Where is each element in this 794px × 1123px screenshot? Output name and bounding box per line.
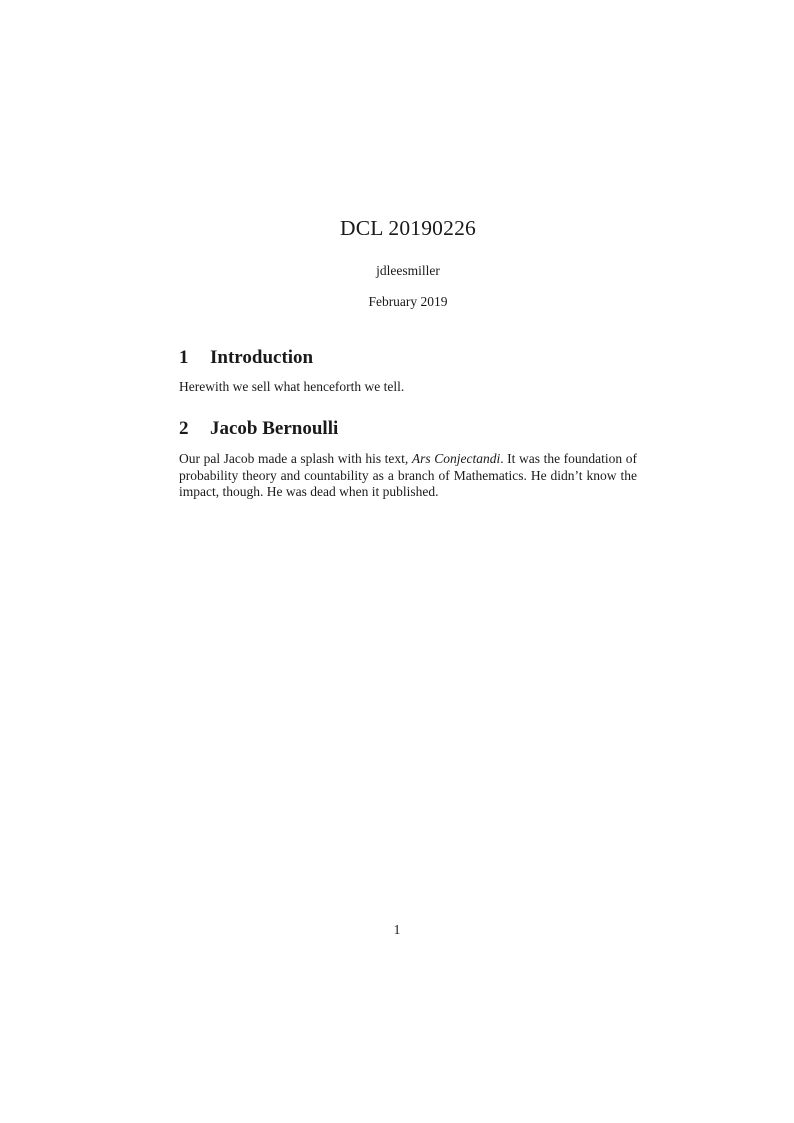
section-title-text: Introduction	[210, 347, 314, 368]
section-number: 2	[179, 418, 189, 440]
document-title: DCL 20190226	[340, 216, 476, 240]
document-author: jdleesmiller	[376, 263, 440, 278]
jacob-bernoulli-paragraph: Our pal Jacob made a splash with his text, Ars Conjectandi. It was the foundation of probability theory and countability as a branch of Mathematics. He didn’t know the impact, though. He was dead when it published.	[179, 451, 638, 499]
section-heading-introduction	[179, 346, 637, 370]
section-title-text: Jacob Bernoulli	[210, 418, 339, 440]
section-number: 1	[179, 347, 189, 368]
section-heading-jacob-bernoulli	[179, 417, 637, 441]
document-date: February 2019	[368, 294, 448, 309]
introduction-paragraph: Herewith we sell what henceforth we tell.	[179, 379, 405, 394]
page-number: 1	[393, 922, 401, 937]
text-block	[179, 0, 637, 500]
